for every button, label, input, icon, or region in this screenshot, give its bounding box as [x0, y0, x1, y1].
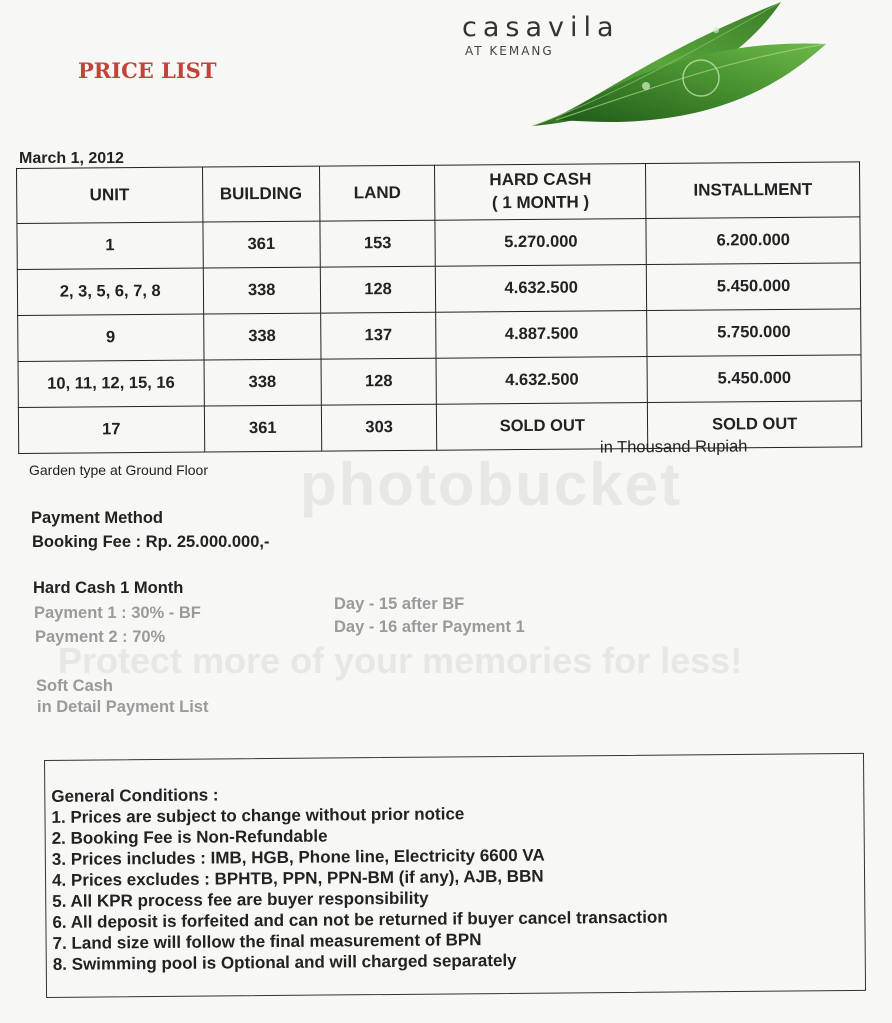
cell-building: 361: [204, 405, 322, 452]
page-title: PRICE LIST: [78, 58, 217, 83]
cell-building: 361: [202, 221, 320, 268]
cell-hard-cash: 4.887.500: [436, 311, 647, 359]
cell-unit: 1: [17, 222, 203, 269]
cell-building: 338: [204, 359, 322, 406]
payment-method-heading: Payment Method: [31, 509, 164, 527]
list-item: 5. All KPR process fee are buyer responsibility: [52, 888, 429, 911]
cell-land: 128: [321, 358, 437, 405]
list-item: 6. All deposit is forfeited and can not be returned if buyer cancel transaction: [52, 907, 668, 932]
general-conditions-title: General Conditions :: [51, 785, 219, 806]
header-installment: INSTALLMENT: [646, 162, 860, 219]
cell-installment: 5.450.000: [647, 355, 861, 403]
leaf-illustration: [526, 0, 846, 135]
list-item: 8. Swimming pool is Optional and will charged separately: [52, 950, 517, 974]
payment-1: Payment 1 : 30% - BF: [34, 604, 201, 622]
table-row: [18, 309, 861, 362]
cell-unit: 10, 11, 12, 15, 16: [18, 360, 204, 407]
list-item: 2. Booking Fee is Non-Refundable: [51, 826, 328, 848]
cell-unit: 9: [18, 314, 204, 361]
cell-installment: 6.200.000: [646, 217, 860, 265]
cell-installment: SOLD OUT: [648, 401, 862, 449]
cell-hard-cash: 4.632.500: [436, 357, 647, 405]
cell-installment: 5.450.000: [647, 263, 861, 311]
soft-cash-heading: Soft Cash: [36, 677, 114, 695]
table-row: [17, 263, 860, 316]
header-building: BUILDING: [202, 166, 320, 222]
cell-building: 338: [203, 313, 321, 360]
hard-cash-heading: Hard Cash 1 Month: [33, 579, 184, 597]
cell-land: 137: [321, 312, 437, 359]
list-item: 3. Prices includes : IMB, HGB, Phone line, Electricity 6600 VA: [51, 845, 545, 869]
brand-subtitle: AT KEMANG: [465, 44, 554, 58]
price-table: [16, 161, 862, 454]
price-date: March 1, 2012: [19, 150, 124, 167]
table-header-row: [17, 162, 860, 224]
header-hard-cash-line1: HARD CASH: [489, 169, 592, 190]
payment-2: Payment 2 : 70%: [35, 628, 166, 646]
booking-fee: Booking Fee : Rp. 25.000.000,-: [32, 533, 270, 551]
cell-unit: 17: [18, 406, 204, 453]
table-row: [17, 217, 860, 270]
payment-2-due: Day - 16 after Payment 1: [334, 618, 525, 636]
header-hard-cash: [435, 164, 646, 221]
watermark-logo: photobucket: [300, 451, 682, 518]
payment-1-due: Day - 15 after BF: [334, 595, 465, 613]
header-land: LAND: [319, 165, 435, 221]
header-hard-cash-line2: ( 1 MONTH ): [491, 192, 590, 213]
cell-hard-cash: 5.270.000: [435, 219, 646, 267]
table-row: [18, 355, 861, 408]
cell-land: 153: [320, 220, 436, 267]
cell-land: 303: [321, 404, 437, 451]
cell-unit: 2, 3, 5, 6, 7, 8: [17, 268, 203, 315]
garden-type-note: Garden type at Ground Floor: [29, 462, 208, 478]
cell-hard-cash: 4.632.500: [436, 265, 647, 313]
list-item: 7. Land size will follow the final measurement of BPN: [52, 930, 482, 953]
soft-cash-detail: in Detail Payment List: [37, 698, 209, 716]
list-item: 1. Prices are subject to change without prior notice: [51, 804, 465, 827]
list-item: 4. Prices excludes : BPHTB, PPN, PPN-BM (if any), AJB, BBN: [51, 866, 544, 890]
currency-unit-note: in Thousand Rupiah: [599, 437, 748, 457]
cell-land: 128: [320, 266, 436, 313]
general-conditions-box: [44, 753, 866, 998]
cell-hard-cash: SOLD OUT: [437, 403, 648, 451]
cell-building: 338: [203, 267, 321, 314]
header-unit: UNIT: [17, 167, 203, 223]
cell-installment: 5.750.000: [647, 309, 861, 357]
general-conditions-list: [51, 800, 864, 975]
watermark-tagline: Protect more of your memories for less!: [58, 640, 743, 681]
brand-name: casavila: [462, 12, 620, 43]
